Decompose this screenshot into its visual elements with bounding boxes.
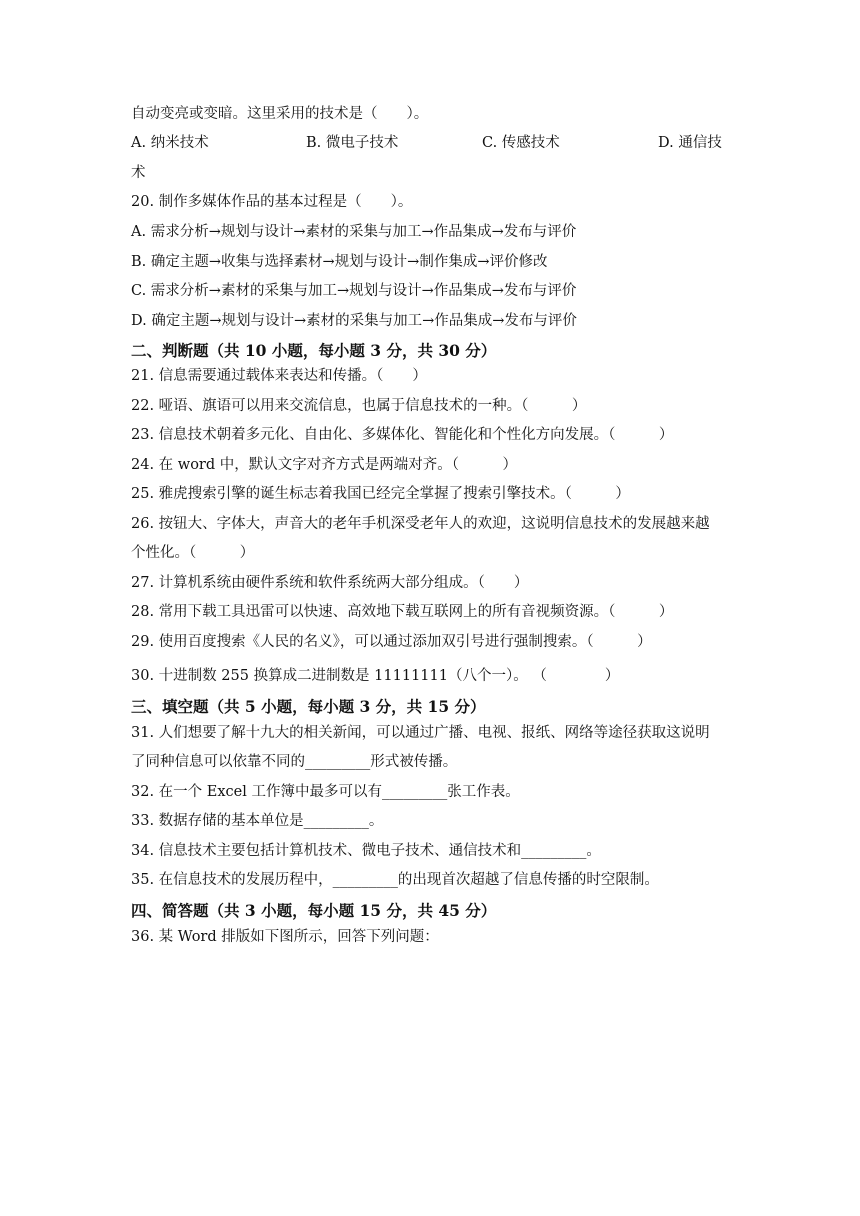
q34 [131,841,731,861]
q35-blank: _________ [332,872,398,888]
section3-heading: 三、填空题（共 5 小题，每小题 3 分，共 15 分） [131,697,486,716]
q26-line2: 个性化。（ ） [131,545,255,561]
q35-text-before: 35. 在信息技术的发展历程中， [131,872,333,888]
q26-line1: 26. 按钮大、字体大，声音大的老年手机深受老年人的欢迎，这说明信息技术的发展越来越 [131,516,710,532]
q20-option-c: C. 需求分析→素材的采集与加工→规划与设计→作品集成→发布与评价 [131,283,577,299]
q33 [131,811,731,831]
q32-text-before: 32. 在一个 Excel 工作簿中最多可以有 [131,784,382,800]
q34-text-before: 34. 信息技术主要包括计算机技术、微电子技术、通信技术和 [131,843,522,859]
q31-blank: _________ [305,754,371,770]
q35-text-after: 的出现首次超越了信息传播的时空限制。 [397,872,659,888]
q29: 29. 使用百度搜索《人民的名义》，可以通过添加双引号进行强制搜索。（ ） [131,634,652,650]
q19-option-b: B. 微电子技术 [306,135,399,151]
q23: 23. 信息技术朝着多元化、自由化、多媒体化、智能化和个性化方向发展。（ ） [131,427,674,443]
section2-heading: 二、判断题（共 10 小题，每小题 3 分，共 30 分） [131,341,497,360]
q36: 36. 某 Word 排版如下图所示，回答下列问题： [131,929,439,945]
q27: 27. 计算机系统由硬件系统和软件系统两大部分组成。（ ） [131,575,529,591]
q30: 30. 十进制数 255 换算成二进制数是 11111111（八个一）。 （ ） [131,668,620,684]
q19-option-wrap: 术 [131,165,146,181]
q19-option-a: A. 纳米技术 [131,135,209,151]
q22: 22. 哑语、旗语可以用来交流信息，也属于信息技术的一种。（ ） [131,398,587,414]
q19-option-c: C. 传感技术 [482,135,560,151]
q19-continuation: 自动变亮或变暗。这里采用的技术是（ ）。 [131,106,429,122]
q33-blank: _________ [303,813,369,829]
q20-option-d: D. 确定主题→规划与设计→素材的采集与加工→作品集成→发布与评价 [131,313,577,329]
q20-stem: 20. 制作多媒体作品的基本过程是（ ）。 [131,194,413,210]
section4-heading: 四、简答题（共 3 小题，每小题 15 分，共 45 分） [131,901,497,920]
q34-text-after: 。 [586,843,601,859]
q20-option-b: B. 确定主题→收集与选择素材→规划与设计→制作集成→评价修改 [131,254,548,270]
q31-text-after: 形式被传播。 [370,754,458,770]
q20-option-a: A. 需求分析→规划与设计→素材的采集与加工→作品集成→发布与评价 [131,224,577,240]
q21: 21. 信息需要通过载体来表达和传播。（ ） [131,368,427,384]
q31-line1: 31. 人们想要了解十九大的相关新闻，可以通过广播、电视、报纸、网络等途径获取这说明 [131,725,710,741]
q19-option-d: D. 通信技 [658,135,722,151]
q33-text-after: 。 [368,813,384,829]
q25: 25. 雅虎搜索引擎的诞生标志着我国已经完全掌握了搜索引擎技术。（ ） [131,486,630,502]
q28: 28. 常用下载工具迅雷可以快速、高效地下载互联网上的所有音视频资源。（ ） [131,604,674,620]
q32-text-after: 张工作表。 [447,784,520,800]
q32 [131,782,731,802]
q32-blank: _________ [382,784,448,800]
q31-text-before: 了同种信息可以依靠不同的 [131,754,305,770]
q31-line2 [131,752,731,772]
q24: 24. 在 word 中，默认文字对齐方式是两端对齐。（ ） [131,457,517,473]
q35 [131,870,731,890]
q34-blank: _________ [521,843,587,859]
q33-text-before: 33. 数据存储的基本单位是 [131,813,304,829]
